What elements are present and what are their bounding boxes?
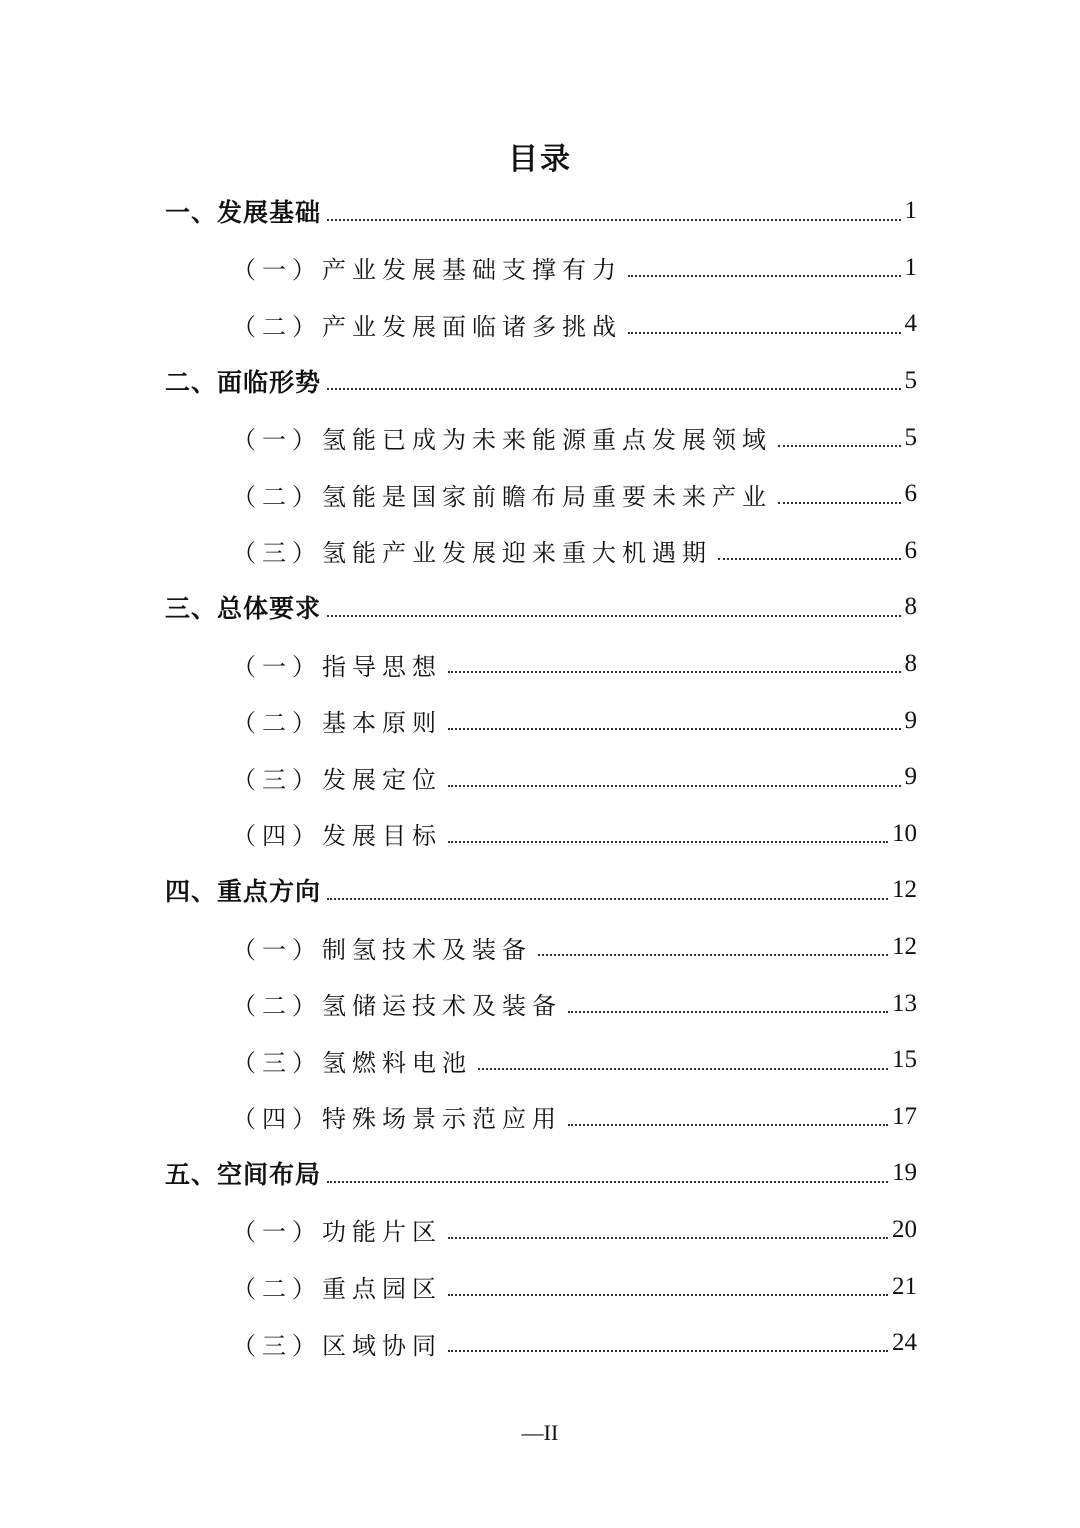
toc-dot-leader (448, 1237, 888, 1239)
toc-entry-page-number: 24 (892, 1329, 917, 1357)
toc-dot-leader (448, 671, 901, 673)
toc-entry-label: （一）指导思想 (232, 652, 442, 681)
toc-entry-label: 二、面临形势 (165, 368, 322, 398)
toc-section-entry[interactable] (0, 692, 1080, 749)
toc-dot-leader (327, 219, 900, 221)
toc-dot-leader (778, 502, 901, 504)
toc-entry-page-number: 12 (892, 876, 917, 904)
toc-section-entry[interactable] (0, 806, 1080, 863)
toc-entry-label: （一）氢能已成为未来能源重点发展领域 (232, 426, 772, 455)
toc-entry-label: 五、空间布局 (165, 1160, 322, 1190)
toc-dot-leader (448, 1294, 888, 1296)
toc-chapter-entry[interactable] (0, 579, 1080, 636)
toc-section-entry[interactable] (0, 409, 1080, 466)
toc-dot-leader (718, 558, 901, 560)
toc-section-entry[interactable] (0, 466, 1080, 523)
toc-entry-label: （二）重点园区 (232, 1275, 442, 1304)
toc-entry-label: （二）氢能是国家前瞻布局重要未来产业 (232, 482, 772, 511)
toc-section-entry[interactable] (0, 1202, 1080, 1259)
table-of-contents (0, 183, 1080, 1371)
toc-dot-leader (568, 1124, 888, 1126)
toc-entry-page-number: 6 (904, 536, 917, 564)
toc-entry-page-number: 4 (904, 310, 917, 338)
toc-section-entry[interactable] (0, 636, 1080, 693)
toc-dot-leader (538, 954, 888, 956)
toc-dot-leader (478, 1068, 888, 1070)
toc-entry-label: （三）发展定位 (232, 765, 442, 794)
page-number-footer: —II (521, 1420, 559, 1445)
toc-entry-label: （二）产业发展面临诸多挑战 (232, 312, 622, 341)
toc-section-entry[interactable] (0, 523, 1080, 580)
toc-entry-page-number: 5 (904, 367, 917, 395)
toc-entry-page-number: 13 (892, 989, 917, 1017)
toc-entry-page-number: 8 (904, 593, 917, 621)
toc-section-entry[interactable] (0, 1258, 1080, 1315)
toc-dot-leader (327, 1181, 888, 1183)
toc-dot-leader (778, 445, 901, 447)
toc-entry-page-number: 8 (904, 650, 917, 678)
toc-section-entry[interactable] (0, 240, 1080, 297)
toc-chapter-entry[interactable] (0, 1145, 1080, 1202)
toc-entry-page-number: 20 (892, 1215, 917, 1243)
toc-entry-page-number: 9 (904, 763, 917, 791)
toc-section-entry[interactable] (0, 1089, 1080, 1146)
toc-dot-leader (628, 332, 901, 334)
toc-entry-label: （四）发展目标 (232, 822, 442, 851)
toc-chapter-entry[interactable] (0, 183, 1080, 240)
toc-entry-page-number: 1 (904, 253, 917, 281)
toc-entry-label: （二）氢储运技术及装备 (232, 992, 562, 1021)
toc-entry-page-number: 12 (892, 933, 917, 961)
toc-entry-page-number: 15 (892, 1046, 917, 1074)
toc-dot-leader (327, 898, 888, 900)
toc-section-entry[interactable] (0, 1032, 1080, 1089)
toc-entry-label: 一、发展基础 (165, 198, 322, 228)
toc-section-entry[interactable] (0, 1315, 1080, 1372)
toc-section-entry[interactable] (0, 919, 1080, 976)
toc-entry-page-number: 6 (904, 480, 917, 508)
toc-entry-label: （三）氢燃料电池 (232, 1048, 472, 1077)
toc-chapter-entry[interactable] (0, 353, 1080, 410)
toc-entry-label: 三、总体要求 (165, 594, 322, 624)
toc-entry-label: （二）基本原则 (232, 709, 442, 738)
toc-dot-leader (568, 1011, 888, 1013)
toc-section-entry[interactable] (0, 749, 1080, 806)
toc-entry-page-number: 19 (892, 1159, 917, 1187)
toc-entry-label: 四、重点方向 (165, 877, 322, 907)
toc-dot-leader (448, 1350, 888, 1352)
toc-entry-page-number: 10 (892, 819, 917, 847)
toc-entry-page-number: 9 (904, 706, 917, 734)
toc-section-entry[interactable] (0, 975, 1080, 1032)
toc-entry-page-number: 21 (892, 1272, 917, 1300)
toc-entry-label: （四）特殊场景示范应用 (232, 1105, 562, 1134)
toc-dot-leader (448, 841, 888, 843)
toc-entry-label: （一）制氢技术及装备 (232, 935, 532, 964)
toc-entry-label: （三）区域协同 (232, 1331, 442, 1360)
toc-dot-leader (628, 275, 901, 277)
toc-dot-leader (448, 728, 901, 730)
toc-title: 目录 (508, 142, 572, 177)
toc-entry-label: （一）产业发展基础支撑有力 (232, 256, 622, 285)
toc-entry-label: （三）氢能产业发展迎来重大机遇期 (232, 539, 712, 568)
toc-chapter-entry[interactable] (0, 862, 1080, 919)
toc-entry-label: （一）功能片区 (232, 1218, 442, 1247)
toc-dot-leader (448, 785, 901, 787)
toc-entry-page-number: 5 (904, 423, 917, 451)
toc-dot-leader (327, 388, 900, 390)
toc-entry-page-number: 17 (892, 1102, 917, 1130)
toc-entry-page-number: 1 (904, 197, 917, 225)
toc-dot-leader (327, 615, 900, 617)
toc-section-entry[interactable] (0, 296, 1080, 353)
